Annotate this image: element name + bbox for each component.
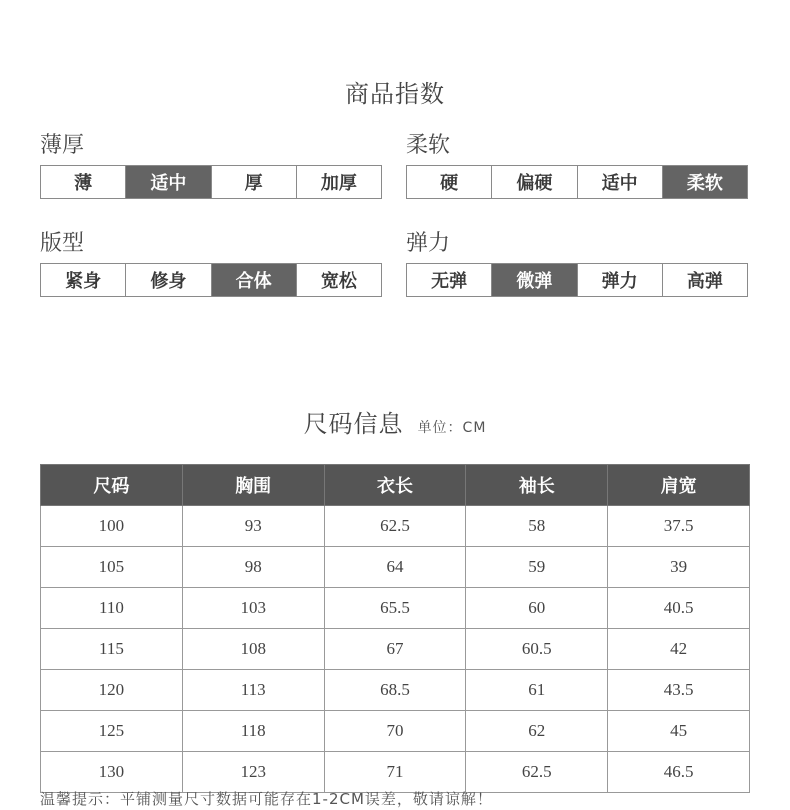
- table-cell: 118: [182, 711, 324, 752]
- table-cell: 93: [182, 506, 324, 547]
- table-row: [41, 547, 750, 588]
- page-title: 商品指数: [345, 80, 445, 108]
- table-row: [41, 711, 750, 752]
- table-cell: 65.5: [324, 588, 466, 629]
- attr-option: 厚: [212, 166, 297, 198]
- column-header: 尺码: [41, 465, 183, 506]
- attr-fit: [40, 229, 382, 297]
- table-cell: 42: [608, 629, 750, 670]
- table-row: [41, 506, 750, 547]
- table-row: [41, 670, 750, 711]
- attr-option: 修身: [126, 264, 211, 296]
- attr-option: 薄: [41, 166, 126, 198]
- table-cell: 100: [41, 506, 183, 547]
- table-cell: 62.5: [466, 752, 608, 793]
- attr-option: 合体: [212, 264, 297, 296]
- table-row: [41, 629, 750, 670]
- attr-label: 版型: [40, 231, 85, 256]
- column-header: 袖长: [466, 465, 608, 506]
- attr-options: [406, 165, 748, 199]
- attr-options: [40, 263, 382, 297]
- table-cell: 67: [324, 629, 466, 670]
- attr-option: 紧身: [41, 264, 126, 296]
- table-cell: 125: [41, 711, 183, 752]
- table-cell: 61: [466, 670, 608, 711]
- table-cell: 68.5: [324, 670, 466, 711]
- table-row: [41, 588, 750, 629]
- attr-option: 微弹: [492, 264, 577, 296]
- table-cell: 123: [182, 752, 324, 793]
- table-cell: 37.5: [608, 506, 750, 547]
- size-title: 尺码信息: [303, 410, 404, 438]
- table-cell: 39: [608, 547, 750, 588]
- attr-thickness: [40, 131, 382, 199]
- table-cell: 40.5: [608, 588, 750, 629]
- table-cell: 70: [324, 711, 466, 752]
- table-cell: 105: [41, 547, 183, 588]
- attr-option: 宽松: [320, 271, 357, 292]
- attr-label: 弹力: [406, 231, 451, 256]
- size-section-title: [0, 404, 790, 439]
- size-table: [40, 464, 750, 793]
- table-cell: 130: [41, 752, 183, 793]
- table-cell: 46.5: [608, 752, 750, 793]
- attr-options: [40, 165, 382, 199]
- attr-label: 薄厚: [40, 133, 85, 158]
- table-cell: 120: [41, 670, 183, 711]
- table-cell: 60.5: [466, 629, 608, 670]
- table-cell: 45: [608, 711, 750, 752]
- table-cell: 115: [41, 629, 183, 670]
- attr-option: 适中: [578, 166, 663, 198]
- size-unit: 单位：CM: [417, 420, 487, 436]
- table-header-row: [41, 465, 750, 506]
- table-cell: 98: [182, 547, 324, 588]
- attr-option: 柔软: [663, 166, 747, 198]
- table-cell: 62.5: [324, 506, 466, 547]
- attr-option: 硬: [407, 166, 492, 198]
- table-row: [41, 752, 750, 793]
- attr-option: 弹力: [578, 264, 663, 296]
- attr-label: 柔软: [406, 133, 451, 158]
- attr-option: 偏硬: [492, 166, 577, 198]
- column-header: 衣长: [324, 465, 466, 506]
- column-header: 胸围: [182, 465, 324, 506]
- table-cell: 113: [182, 670, 324, 711]
- table-cell: 58: [466, 506, 608, 547]
- attr-option: 适中: [126, 166, 211, 198]
- measurement-note: 温馨提示：平铺测量尺寸数据可能存在1-2CM误差，敬请谅解！: [40, 790, 493, 808]
- table-cell: 43.5: [608, 670, 750, 711]
- table-cell: 60: [466, 588, 608, 629]
- attr-option: 高弹: [686, 271, 723, 292]
- attr-options: [406, 263, 748, 297]
- table-cell: 59: [466, 547, 608, 588]
- table-cell: 71: [324, 752, 466, 793]
- table-cell: 110: [41, 588, 183, 629]
- attr-softness: [406, 131, 748, 199]
- attr-option: 加厚: [320, 173, 357, 194]
- attr-option: 无弹: [407, 264, 492, 296]
- table-cell: 62: [466, 711, 608, 752]
- attr-elasticity: [406, 229, 748, 297]
- table-cell: 64: [324, 547, 466, 588]
- column-header: 肩宽: [608, 465, 750, 506]
- table-cell: 108: [182, 629, 324, 670]
- table-cell: 103: [182, 588, 324, 629]
